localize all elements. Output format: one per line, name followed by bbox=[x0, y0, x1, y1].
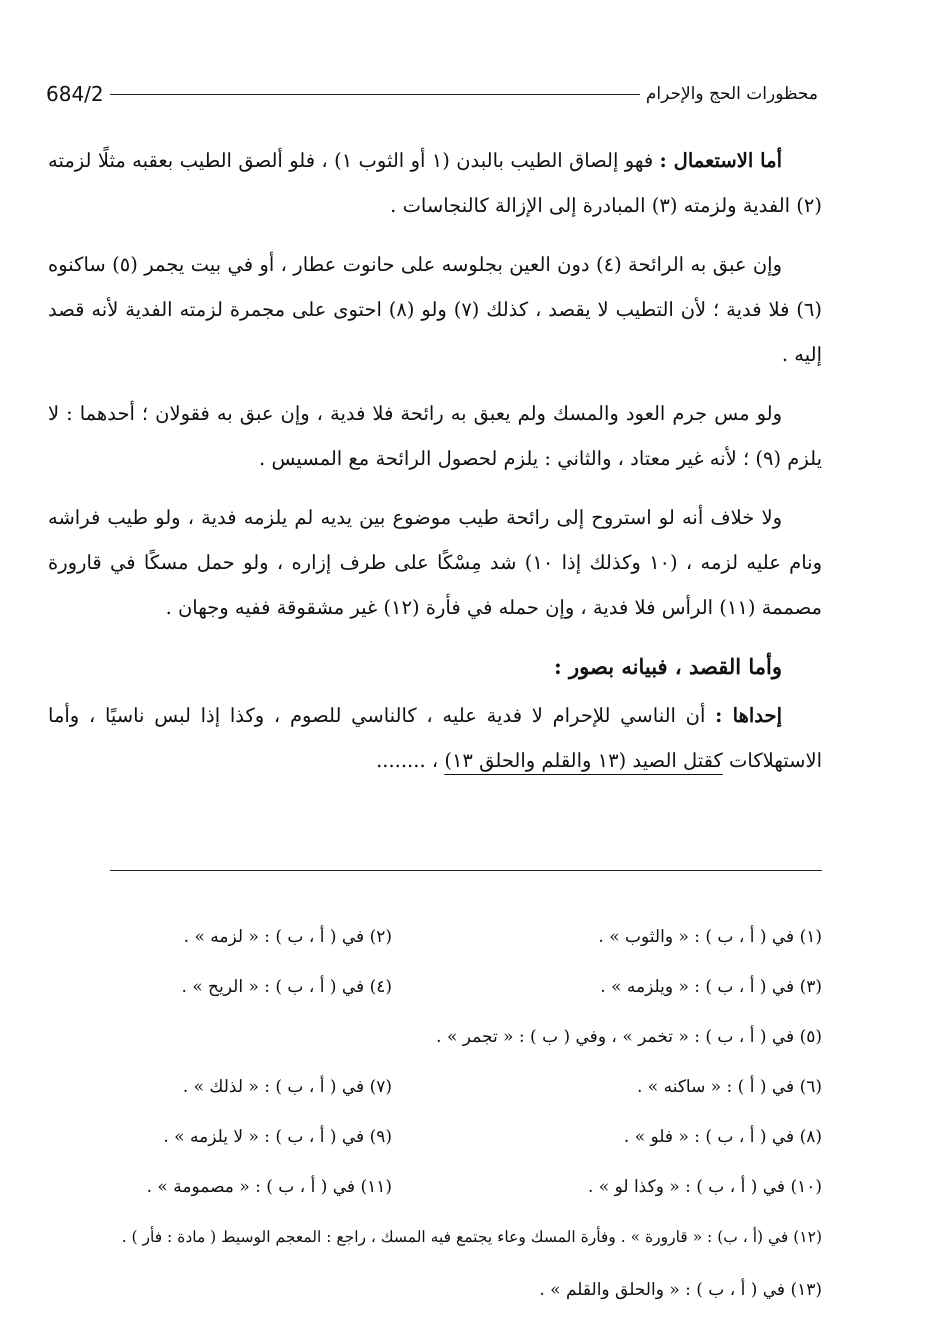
footnote-1: (١) في ( أ ، ب ) : « والثوب » . bbox=[598, 927, 822, 947]
paragraph-2: وإن عبق به الرائحة (٤) دون العين بجلوسه على حانوت عطار ، أو في بيت يجمر (٥) ساكنوه (٦) فلا فدية ؛ لأن التطيب لا يقصد ، كذلك (٧) ولو (٨) احتوى على مجمرة لزمته الفدية لأنه قصد إليه . bbox=[48, 253, 822, 366]
footnote-7: (٧) في ( أ ، ب ) : « لذلك » . bbox=[182, 1077, 392, 1097]
footnote-12: (١٢) في (أ ، ب) : « قارورة » . وفأرة المسك وعاء يجتمع فيه المسك ، راجع : المعجم الوسيط ( مادة : فأر ) . bbox=[121, 1228, 822, 1246]
footnote-3: (٣) في ( أ ، ب ) : « ويلزمه » . bbox=[600, 977, 822, 997]
footnote-8: (٨) في ( أ ، ب ) : « فلو » . bbox=[623, 1127, 822, 1147]
paragraph-5-underlined: كقتل الصيد (١٣ والقلم والحلق ١٣) bbox=[444, 749, 723, 772]
running-title: محظورات الحج والإحرام bbox=[645, 84, 818, 104]
footnote-row bbox=[60, 1062, 822, 1112]
footnote-6: (٦) في ( أ ) : « ساكنه » . bbox=[636, 1077, 822, 1097]
header-rule bbox=[110, 94, 640, 95]
footnote-row bbox=[60, 1162, 822, 1212]
page-number: 684/2 bbox=[46, 82, 104, 106]
footnote-row bbox=[60, 912, 822, 962]
paragraph-5-lead: إحداها : bbox=[715, 704, 782, 727]
page-header bbox=[40, 78, 822, 110]
footnote-row bbox=[60, 1012, 822, 1062]
footnotes bbox=[60, 912, 822, 1212]
paragraph-5-text-c: ، ........ bbox=[376, 749, 445, 772]
footnote-2: (٢) في ( أ ، ب ) : « لزمه » . bbox=[183, 927, 392, 947]
section-heading: وأما القصد ، فبيانه بصور : bbox=[553, 654, 782, 679]
footnote-9: (٩) في ( أ ، ب ) : « لا يلزمه » . bbox=[163, 1127, 392, 1147]
paragraph-4: ولا خلاف أنه لو استروح إلى رائحة طيب موضوع بين يديه لم يلزمه فدية ، ولو طيب فراشه ونام عليه لزمه ، (١٠ وكذلك إذا ١٠) شد مِسْكًا على طرف إزاره ، ولو حمل مسكًا في قارورة مصممة (١١) الرأس فلا فدية ، وإن حمله في فأرة (١٢) غير مشقوقة ففيه وجهان . bbox=[48, 506, 822, 619]
paragraph-1-text: فهو إلصاق الطيب بالبدن (١ أو الثوب ١) ، فلو ألصق الطيب بعقبه مثلًا لزمته (٢) الفدية ولزمته (٣) المبادرة إلى الإزالة كالنجاسات . bbox=[48, 149, 822, 217]
paragraph-5 bbox=[48, 693, 822, 783]
paragraph-5-text-a: أن الناسي للإحرام لا فدية عليه ، كالناسي للصوم ، وكذا إذا لبس ناسيًا ، وأما الاستهلاكات bbox=[48, 704, 822, 772]
footnote-10: (١٠) في ( أ ، ب ) : « وكذا لو » . bbox=[587, 1177, 822, 1197]
footnote-11: (١١) في ( أ ، ب ) : « مصمومة » . bbox=[146, 1177, 392, 1197]
footnote-separator bbox=[110, 870, 822, 871]
paragraph-3: ولو مس جرم العود والمسك ولم يعبق به رائحة فلا فدية ، وإن عبق به فقولان ؛ أحدهما : لا يلزم (٩) ؛ لأنه غير معتاد ، والثاني : يلزم لحصول الرائحة مع المسيس . bbox=[48, 402, 822, 470]
footnote-13: (١٣) في ( أ ، ب ) : « والحلق والقلم » . bbox=[539, 1280, 822, 1300]
footnote-4: (٤) في ( أ ، ب ) : « الريح » . bbox=[181, 977, 392, 997]
footnote-row bbox=[60, 962, 822, 1012]
paragraph-1-lead: أما الاستعمال : bbox=[659, 149, 782, 172]
footnote-row bbox=[60, 1112, 822, 1162]
main-text bbox=[48, 138, 822, 797]
footnote-5: (٥) في ( أ ، ب ) : « تخمر » ، وفي ( ب ) : « تجمر » . bbox=[436, 1027, 822, 1047]
paragraph-1 bbox=[48, 138, 822, 228]
